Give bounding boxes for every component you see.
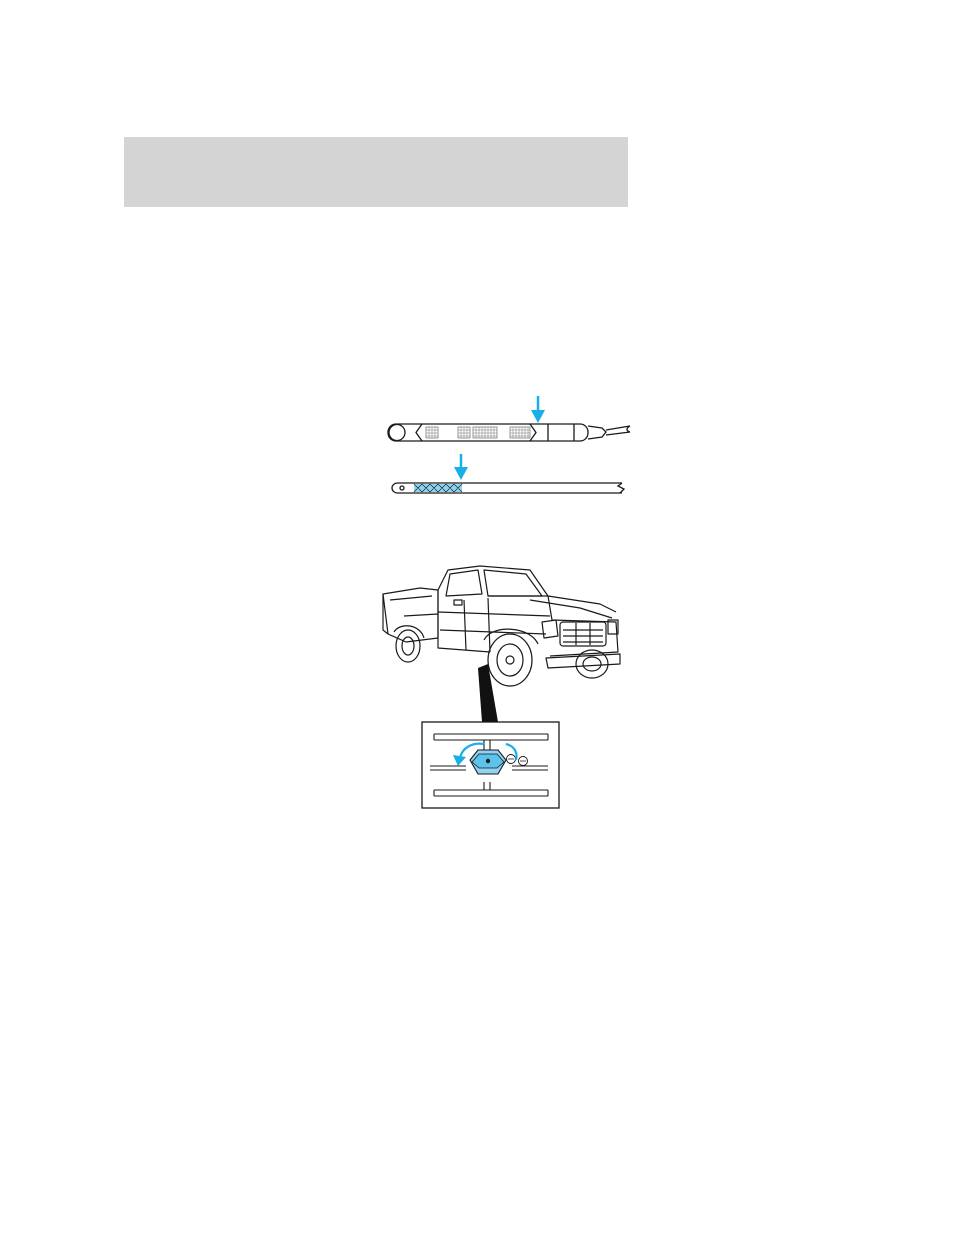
section-header-band [124,137,628,207]
upper-dipstick-hatching [426,427,530,438]
pickup-truck-icon [383,566,620,686]
upper-dipstick-arrow [531,396,545,423]
lower-dipstick-arrow [454,454,468,480]
lower-dipstick-crosshatch [414,484,462,492]
dipstick-illustration [380,390,634,500]
upper-dipstick [388,424,630,441]
truck-drain-illustration [380,560,650,812]
callout-pointer [478,664,498,722]
drain-detail-box [422,722,559,808]
